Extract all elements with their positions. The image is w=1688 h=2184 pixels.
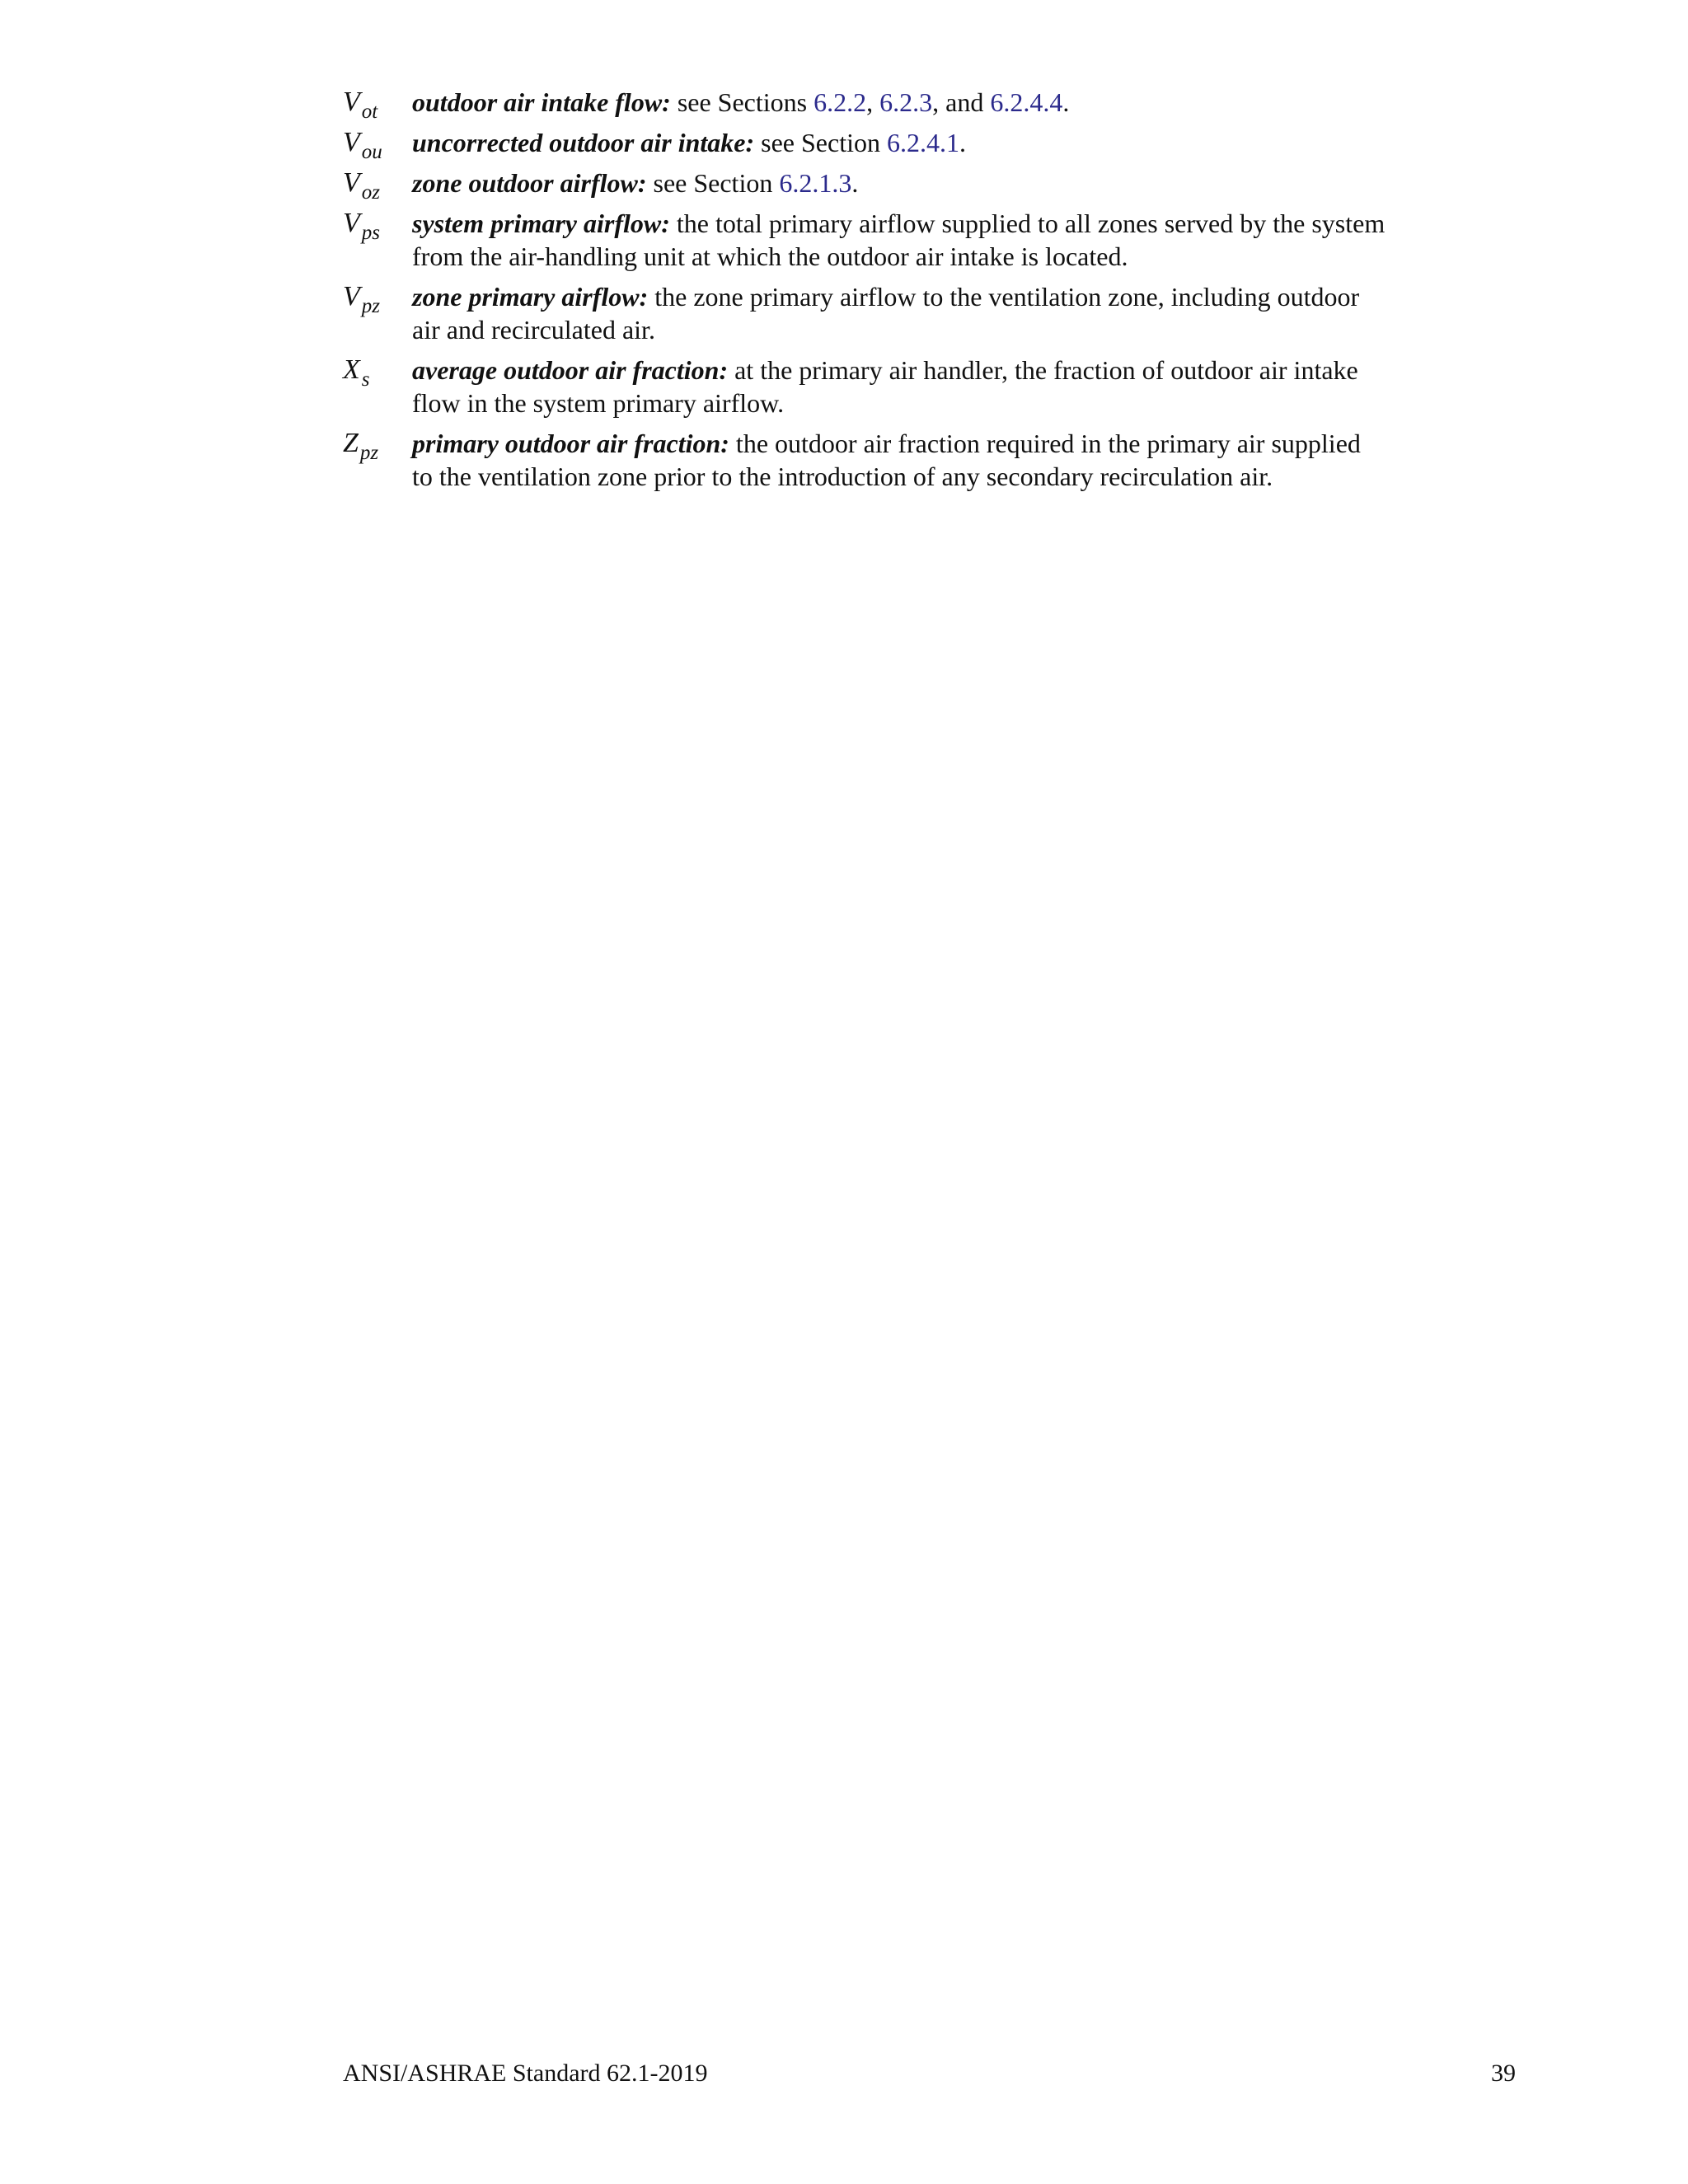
definition-term: average outdoor air fraction: — [412, 355, 729, 385]
section-link-6-2-1-3[interactable]: 6.2.1.3 — [779, 168, 852, 198]
definition-vpz — [343, 280, 1386, 346]
definition-text: primary outdoor air fraction: the outdoor air fraction required in the primary air supplied to the ventilation zone prior to the introduction of any secondary recirculation air. — [412, 429, 1361, 491]
definition-vps — [343, 207, 1386, 273]
symbol-subscript: pz — [361, 295, 381, 317]
symbol: $V_{oz}$ — [343, 167, 381, 204]
symbol: $X_s$ — [343, 354, 370, 391]
symbol-subscript: oz — [361, 181, 381, 204]
section-link-6-2-2[interactable]: 6.2.2 — [814, 87, 867, 117]
symbol: $V_{ot}$ — [343, 87, 378, 123]
definition-term: outdoor air intake flow: — [412, 87, 671, 117]
section-link-6-2-3[interactable]: 6.2.3 — [879, 87, 933, 117]
definition-text: zone outdoor airflow: see Section 6.2.1.3. — [412, 168, 859, 198]
definition-text: outdoor air intake flow: see Sections 6.2.2, 6.2.3, and 6.2.4.4. — [412, 87, 1070, 117]
page-number: 39 — [1491, 2060, 1516, 2087]
section-link-6-2-4-1[interactable]: 6.2.4.1 — [886, 128, 959, 157]
section-link-6-2-4-4[interactable]: 6.2.4.4 — [990, 87, 1063, 117]
definition-text: average outdoor air fraction: at the primary air handler, the fraction of outdoor air intake flow in the system primary airflow. — [412, 355, 1358, 418]
definition-term: primary outdoor air fraction: — [412, 429, 729, 458]
definition-term: zone outdoor airflow: — [412, 168, 647, 198]
symbol-subscript: ou — [361, 141, 382, 163]
symbol: $V_{pz}$ — [343, 281, 381, 317]
definitions-list — [343, 86, 1386, 500]
definition-text: system primary airflow: the total primary airflow supplied to all zones served by the system from the air-handling unit at which the outdoor air intake is located. — [412, 209, 1386, 271]
definition-vot — [343, 86, 1386, 123]
symbol: $V_{ou}$ — [343, 127, 382, 163]
symbol: $V_{ps}$ — [343, 208, 381, 244]
definition-term: zone primary airflow: — [412, 282, 649, 312]
symbol-subscript: ps — [361, 222, 381, 244]
footer-standard-name: ANSI/ASHRAE Standard 62.1-2019 — [343, 2060, 708, 2087]
definition-text: zone primary airflow: the zone primary airflow to the ventilation zone, including outdoor air and recirculated air. — [412, 282, 1360, 344]
symbol-subscript: s — [361, 368, 370, 391]
definition-term: uncorrected outdoor air intake: — [412, 128, 755, 157]
symbol: $Z_{pz}$ — [343, 428, 379, 464]
symbol-subscript: ot — [361, 101, 378, 123]
symbol-subscript: pz — [359, 442, 379, 464]
definition-zpz — [343, 427, 1386, 493]
definition-vou — [343, 126, 1386, 163]
definition-xs — [343, 354, 1386, 419]
definition-voz — [343, 166, 1386, 204]
definition-term: system primary airflow: — [412, 209, 670, 238]
definition-text: uncorrected outdoor air intake: see Section 6.2.4.1. — [412, 128, 966, 157]
